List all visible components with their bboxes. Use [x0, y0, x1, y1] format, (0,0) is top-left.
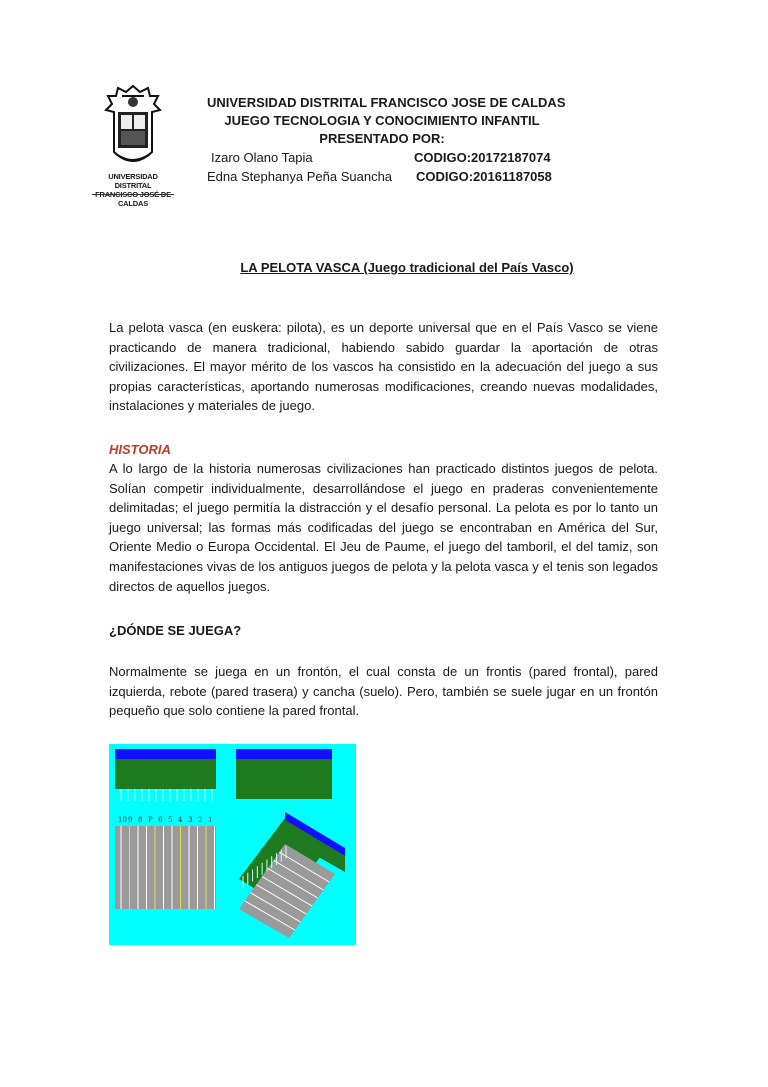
small-wall	[236, 759, 332, 799]
donde-paragraph	[109, 662, 658, 721]
university-name: UNIVERSIDAD DISTRITAL FRANCISCO JOSE DE CALDAS	[207, 95, 566, 110]
historia-heading: HISTORIA	[109, 442, 171, 457]
court-number-label: 8	[138, 816, 143, 824]
student-code: CODIGO:20161187058	[416, 169, 552, 184]
front-wall-top	[115, 749, 216, 759]
court-number-label: 9	[128, 816, 133, 824]
intro-text: La pelota vasca (en euskera: pilota), es un deporte universal que en el País Vasco se viene practicando de manera tradicional, habiendo sabido guardar la aportación de otras civilizaciones. El mayor mérito de los vascos ha consistido en la adecuación del juego a sus propias características, aportando numerosas modificaciones, creando nuevas modalidades, instalaciones y materiales de juego.	[109, 320, 658, 414]
court-number-label: 5	[168, 816, 173, 824]
student-code: CODIGO:20172187074	[414, 150, 551, 165]
logo-rule	[92, 194, 174, 195]
university-crest-icon	[92, 82, 174, 172]
small-wall-top	[236, 749, 332, 759]
court-numbers	[118, 816, 212, 824]
court-number-label: 3	[188, 816, 193, 824]
student-name: Edna Stephanya Peña Suancha	[207, 169, 393, 184]
student-name: Izaro Olano Tapia	[211, 150, 313, 165]
fronton-figure	[109, 744, 356, 945]
court-number-label: 1	[208, 816, 213, 824]
court-number-label: 4	[178, 816, 183, 824]
document-title: LA PELOTA VASCA (Juego tradicional del País Vasco)	[240, 260, 574, 275]
presented-by: PRESENTADO POR:	[319, 131, 445, 146]
court-floor	[115, 826, 216, 909]
front-wall-ticks	[121, 789, 212, 801]
historia-paragraph	[109, 459, 658, 596]
historia-text: A lo largo de la historia numerosas civilizaciones han practicado distintos juegos de pelota. Solían competir individualmente, desarrollándose el juego en praderas convenientemente delimitadas; el juego permitía la distracción y el desafío personal. La pelota es por lo tanto un juego universal; las formas más codificadas del juego se encontraban en América del Sur, Oriente Medio o Europa Occidental. El Jeu de Paume, el juego del tamboril, el del tamiz, son manifestaciones vivas de los antiguos juegos de pelota y la pelota vasca y el tenis son legados directos de aquellos juegos.	[109, 461, 658, 594]
fronton-diagram	[109, 744, 356, 945]
intro-paragraph	[109, 318, 658, 416]
court-number-label: 10	[118, 816, 127, 824]
front-wall	[115, 759, 216, 789]
court-number-label: P	[148, 816, 153, 824]
court-number-label: 2	[198, 816, 203, 824]
logo-caption	[92, 172, 174, 208]
donde-heading: ¿DÓNDE SE JUEGA?	[109, 623, 242, 638]
university-logo	[92, 82, 174, 208]
court-number-label: 6	[158, 816, 163, 824]
logo-caption-line: CALDAS	[117, 199, 149, 208]
donde-text: Normalmente se juega en un frontón, el cual consta de un frontis (pared frontal), pared izquierda, rebote (pared trasera) y cancha (suelo). Pero, también se suele jugar en un frontón pequeño que solo contiene la pared frontal.	[109, 664, 658, 719]
subject-title: JUEGO TECNOLOGIA Y CONOCIMIENTO INFANTIL	[224, 113, 540, 128]
logo-caption-line: UNIVERSIDAD DISTRITAL	[108, 172, 158, 190]
